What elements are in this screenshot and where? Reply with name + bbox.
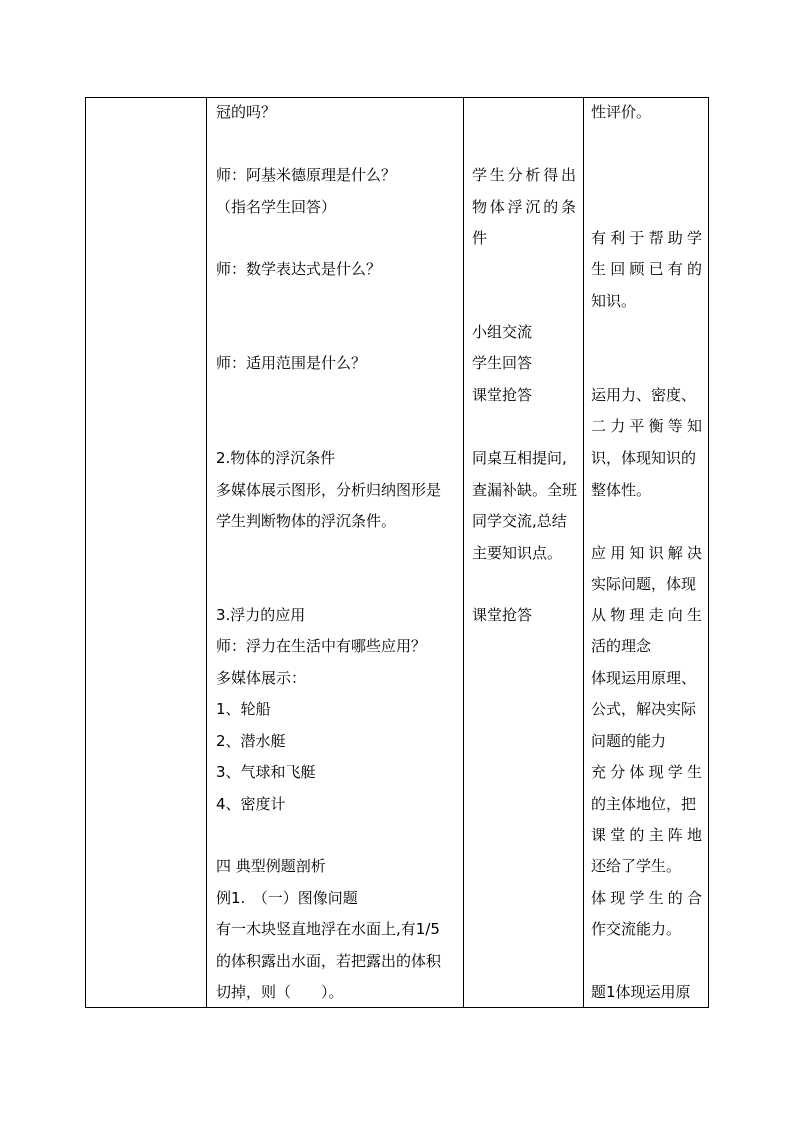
activity-line: 课堂抢答 bbox=[472, 386, 533, 404]
content-line: 师：浮力在生活中有哪些应用？ bbox=[216, 637, 427, 655]
content-line: 多媒体展示： bbox=[216, 669, 307, 687]
column-divider bbox=[463, 97, 464, 1008]
intent-line: 充分体现学生 bbox=[591, 763, 702, 781]
intent-line: 实际问题，体现 bbox=[591, 575, 697, 593]
activity-line: 课堂抢答 bbox=[472, 606, 533, 624]
content-line: 4、密度计 bbox=[216, 795, 286, 813]
intent-line: 问题的能力 bbox=[591, 732, 667, 750]
content-line: 师：适用范围是什么？ bbox=[216, 354, 367, 372]
content-line: 例1. （一）图像问题 bbox=[216, 889, 358, 907]
intent-line: 题1体现运用原 bbox=[591, 983, 691, 1001]
activity-line: 件 bbox=[472, 229, 488, 247]
content-line: 师：阿基米德原理是什么？ bbox=[216, 166, 397, 184]
intent-line: 课堂的主阵地 bbox=[591, 826, 702, 844]
intent-line: 运用力、密度、 bbox=[591, 386, 697, 404]
intent-line: 的主体地位，把 bbox=[591, 795, 697, 813]
content-line: 多媒体展示图形，分析归纳图形是 bbox=[216, 481, 442, 499]
activity-line: 同桌互相提问, bbox=[472, 449, 567, 467]
intent-line: 还给了学生。 bbox=[591, 857, 682, 875]
intent-line: 应用知识解决 bbox=[591, 544, 702, 562]
column-divider bbox=[583, 97, 584, 1008]
content-line: 3、气球和飞艇 bbox=[216, 763, 316, 781]
activity-line: 小组交流 bbox=[472, 323, 533, 341]
content-line: 师：数学表达式是什么？ bbox=[216, 260, 382, 278]
activity-line: 学生回答 bbox=[472, 354, 533, 372]
intent-line: 公式，解决实际 bbox=[591, 700, 697, 718]
intent-line: 活的理念 bbox=[591, 637, 652, 655]
content-line: 冠的吗？ bbox=[216, 103, 277, 121]
section-heading: 四 典型例题剖析 bbox=[216, 857, 326, 875]
intent-line: 有利于帮助学 bbox=[591, 229, 702, 247]
activity-line: 查漏补缺。全班 bbox=[472, 481, 578, 499]
activity-line: 学生分析得出 bbox=[472, 166, 576, 184]
intent-line: 知识。 bbox=[591, 292, 637, 310]
intent-line: 整体性。 bbox=[591, 481, 652, 499]
intent-line: 识，体现知识的 bbox=[591, 449, 697, 467]
intent-line: 作交流能力。 bbox=[591, 920, 682, 938]
content-line: 学生判断物体的浮沉条件。 bbox=[216, 512, 397, 530]
content-line: 2、潜水艇 bbox=[216, 732, 286, 750]
content-line: 2.物体的浮沉条件 bbox=[216, 449, 336, 467]
intent-line: 性评价。 bbox=[591, 103, 652, 121]
content-line: 3.浮力的应用 bbox=[216, 606, 306, 624]
activity-line: 同学交流,总结 bbox=[472, 512, 567, 530]
content-line: 切掉，则（ ）。 bbox=[216, 983, 344, 1001]
intent-line: 生回顾已有的 bbox=[591, 260, 702, 278]
content-line: 的体积露出水面，若把露出的体积 bbox=[216, 952, 442, 970]
intent-line: 体现学生的合 bbox=[591, 889, 702, 907]
content-line: 有一木块竖直地浮在水面上,有1/5 bbox=[216, 920, 440, 938]
content-line: 1、轮船 bbox=[216, 700, 271, 718]
content-line: （指名学生回答） bbox=[216, 198, 337, 216]
column-divider bbox=[206, 97, 207, 1008]
activity-line: 主要知识点。 bbox=[472, 544, 563, 562]
activity-line: 物体浮沉的条 bbox=[472, 198, 576, 216]
intent-line: 体现运用原理、 bbox=[591, 669, 697, 687]
intent-line: 从物理走向生 bbox=[591, 606, 702, 624]
intent-line: 二力平衡等知 bbox=[591, 417, 702, 435]
